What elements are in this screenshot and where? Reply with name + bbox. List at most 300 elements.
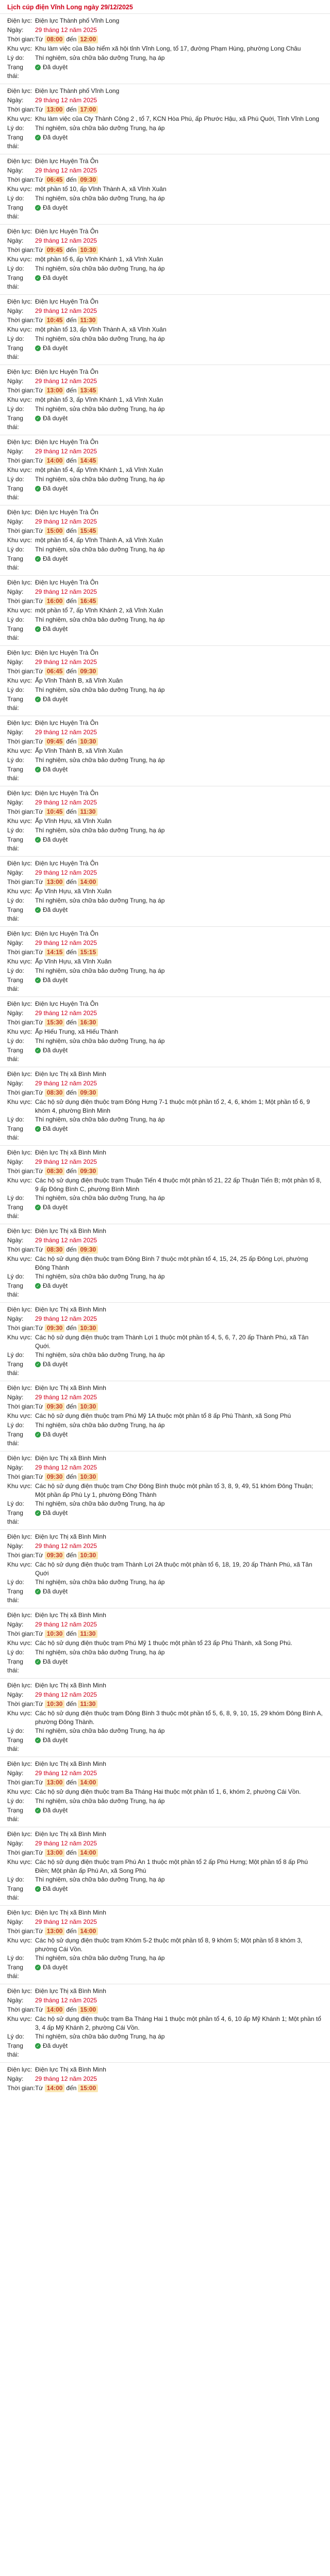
area-row — [7, 1176, 323, 1194]
date-row — [7, 1079, 323, 1088]
status-label: Trạng thái: — [7, 1431, 23, 1447]
to-label: đến — [66, 878, 77, 886]
unit-value: Điện lực Huyện Trà Ôn — [35, 860, 98, 867]
status-row — [7, 835, 323, 853]
status-row — [7, 344, 323, 361]
date-row — [7, 1542, 323, 1551]
area-label: Khu vực: — [7, 747, 32, 754]
reason-label: Lý do: — [7, 1421, 24, 1429]
start-time: 08:30 — [45, 1167, 65, 1175]
start-time: 10:30 — [45, 1700, 65, 1708]
unit-row — [7, 297, 323, 307]
area-row — [7, 1412, 323, 1421]
reason-row — [7, 194, 323, 203]
status-badge: Đã duyệt — [43, 836, 68, 843]
unit-value: Điện lực Thị xã Bình Minh — [35, 1070, 106, 1078]
reason-row — [7, 1727, 323, 1736]
reason-row — [7, 1115, 323, 1125]
unit-label: Điện lực: — [7, 228, 32, 235]
status-row — [7, 1587, 323, 1605]
check-circle-icon: ✓ — [35, 345, 41, 351]
to-label: đến — [66, 808, 77, 815]
area-row — [7, 1709, 323, 1727]
to-label: đến — [66, 246, 77, 254]
reason-row — [7, 264, 323, 274]
status-badge: Đã duyệt — [43, 344, 68, 352]
end-time: 15:00 — [78, 2006, 98, 2014]
from-label: Từ — [35, 1473, 43, 1480]
date-label: Ngày: — [7, 799, 24, 806]
date-label: Ngày: — [7, 237, 24, 244]
time-row — [7, 105, 323, 115]
reason-row — [7, 1648, 323, 1657]
area-row — [7, 536, 323, 545]
date-row — [7, 1463, 323, 1473]
reason-label: Lý do: — [7, 897, 24, 904]
from-label: Từ — [35, 1403, 43, 1410]
date-label: Ngày: — [7, 1464, 24, 1471]
outage-card — [0, 1451, 330, 1529]
time-label: Thời gian: — [7, 1630, 35, 1637]
unit-value: Điện lực Huyện Trà Ôn — [35, 789, 98, 797]
end-time: 13:45 — [78, 387, 98, 394]
date-row — [7, 307, 323, 316]
status-row — [7, 906, 323, 923]
unit-row — [7, 789, 323, 798]
reason-label: Lý do: — [7, 124, 24, 132]
time-label: Thời gian: — [7, 1779, 35, 1786]
unit-value: Điện lực Thị xã Bình Minh — [35, 1611, 106, 1619]
check-circle-icon: ✓ — [35, 977, 41, 983]
date-row — [7, 658, 323, 667]
from-label: Từ — [35, 1849, 43, 1856]
time-label: Thời gian: — [7, 1167, 35, 1175]
area-value: Ấp Vĩnh Thành B, xã Vĩnh Xuân — [35, 747, 123, 754]
reason-row — [7, 2032, 323, 2042]
area-row — [7, 255, 323, 264]
reason-label: Lý do: — [7, 756, 24, 764]
status-badge: Đã duyệt — [43, 1736, 68, 1744]
status-label: Trạng thái: — [7, 1658, 23, 1674]
reason-row — [7, 896, 323, 906]
date-value: 29 tháng 12 năm 2025 — [35, 1315, 97, 1322]
status-badge: Đã duyệt — [43, 976, 68, 984]
unit-label: Điện lực: — [7, 1000, 32, 1007]
reason-value: Thí nghiệm, sửa chữa bảo dưỡng Trung, hạ áp — [35, 195, 165, 202]
date-value: 29 tháng 12 năm 2025 — [35, 1542, 97, 1550]
date-value: 29 tháng 12 năm 2025 — [35, 1009, 97, 1017]
outage-card — [0, 716, 330, 786]
date-label: Ngày: — [7, 167, 24, 174]
reason-value: Thí nghiệm, sửa chữa bảo dưỡng Trung, hạ áp — [35, 54, 165, 61]
status-label: Trạng thái: — [7, 766, 23, 782]
area-label: Khu vực: — [7, 326, 32, 333]
outage-card — [0, 1302, 330, 1381]
date-label: Ngày: — [7, 377, 24, 385]
area-row — [7, 887, 323, 896]
start-time: 13:00 — [45, 106, 65, 114]
time-row — [7, 1473, 323, 1482]
area-value: Các hộ sử dụng điện thuộc trạm Phú An 1 thuộc một phần tổ 2 ấp Phú Hưng; Một phần tổ 8 ấp Phú Điền; Một phần ấp Phú An, xã Song Phú — [35, 1858, 308, 1874]
date-row — [7, 1009, 323, 1018]
area-value: Khu làm việc của Bảo hiểm xã hội tỉnh Vĩnh Long, tổ 17, đường Phạm Hùng, phường Long Châu — [35, 45, 301, 52]
from-label: Từ — [35, 246, 43, 254]
unit-row — [7, 1384, 323, 1393]
check-circle-icon: ✓ — [35, 1432, 41, 1437]
time-label: Thời gian: — [7, 2084, 35, 2092]
area-label: Khu vực: — [7, 888, 32, 895]
outage-card — [0, 365, 330, 435]
status-badge: Đã duyệt — [43, 134, 68, 141]
reason-label: Lý do: — [7, 1876, 24, 1883]
area-value: một phần tổ 10, ấp Vĩnh Thành A, xã Vĩnh Xuân — [35, 185, 167, 193]
check-circle-icon: ✓ — [35, 1886, 41, 1892]
check-circle-icon: ✓ — [35, 1283, 41, 1289]
date-label: Ngày: — [7, 1009, 24, 1017]
area-value: một phần tổ 7, ấp Vĩnh Khánh 2, xã Vĩnh Xuân — [35, 607, 163, 614]
area-label: Khu vực: — [7, 1639, 32, 1647]
unit-value: Điện lực Thành phố Vĩnh Long — [35, 87, 120, 94]
start-time: 13:00 — [45, 387, 65, 394]
status-label: Trạng thái: — [7, 415, 23, 431]
start-time: 14:15 — [45, 949, 65, 956]
reason-row — [7, 475, 323, 484]
status-row — [7, 1360, 323, 1378]
date-value: 29 tháng 12 năm 2025 — [35, 1394, 97, 1401]
status-row — [7, 484, 323, 502]
to-label: đến — [66, 668, 77, 675]
date-label: Ngày: — [7, 1158, 24, 1165]
reason-label: Lý do: — [7, 54, 24, 61]
outage-card — [0, 224, 330, 294]
unit-label: Điện lực: — [7, 1760, 32, 1767]
status-label: Trạng thái: — [7, 1361, 23, 1377]
to-label: đến — [66, 1700, 77, 1708]
status-badge: Đã duyệt — [43, 64, 68, 71]
start-time: 14:00 — [45, 2006, 65, 2014]
outage-card — [0, 926, 330, 997]
reason-value: Thí nghiệm, sửa chữa bảo dưỡng Trung, hạ áp — [35, 1194, 165, 1202]
reason-row — [7, 1578, 323, 1587]
date-value: 29 tháng 12 năm 2025 — [35, 1621, 97, 1628]
date-label: Ngày: — [7, 1542, 24, 1550]
status-label: Trạng thái: — [7, 836, 23, 852]
unit-value: Điện lực Huyện Trà Ôn — [35, 649, 98, 656]
date-value: 29 tháng 12 năm 2025 — [35, 869, 97, 876]
time-row — [7, 878, 323, 887]
unit-row — [7, 508, 323, 517]
time-label: Thời gian: — [7, 597, 35, 605]
reason-label: Lý do: — [7, 195, 24, 202]
unit-row — [7, 1454, 323, 1463]
start-time: 09:30 — [45, 1473, 65, 1481]
unit-label: Điện lực: — [7, 1830, 32, 1838]
unit-row — [7, 649, 323, 658]
date-label: Ngày: — [7, 1918, 24, 1925]
outage-card — [0, 856, 330, 926]
reason-value: Thí nghiệm, sửa chữa bảo dưỡng Trung, hạ áp — [35, 827, 165, 834]
end-time: 14:00 — [78, 1849, 98, 1857]
date-label: Ngày: — [7, 1840, 24, 1847]
start-time: 13:00 — [45, 1849, 65, 1857]
check-circle-icon: ✓ — [35, 135, 41, 140]
unit-value: Điện lực Huyện Trà Ôn — [35, 579, 98, 586]
status-badge: Đã duyệt — [43, 906, 68, 913]
area-row — [7, 1560, 323, 1578]
reason-row — [7, 1875, 323, 1885]
start-time: 13:00 — [45, 878, 65, 886]
to-label: đến — [66, 387, 77, 394]
status-row — [7, 1736, 323, 1753]
date-value: 29 tháng 12 năm 2025 — [35, 799, 97, 806]
reason-row — [7, 335, 323, 344]
to-label: đến — [66, 949, 77, 956]
end-time: 09:30 — [78, 1167, 98, 1175]
time-label: Thời gian: — [7, 246, 35, 254]
area-value: một phần tổ 4, ấp Vĩnh Thành A, xã Vĩnh Xuân — [35, 536, 163, 544]
area-label: Khu vực: — [7, 1710, 32, 1717]
unit-row — [7, 438, 323, 447]
unit-value: Điện lực Huyện Trà Ôn — [35, 368, 98, 375]
check-circle-icon: ✓ — [35, 486, 41, 492]
from-label: Từ — [35, 1089, 43, 1096]
unit-label: Điện lực: — [7, 579, 32, 586]
time-row — [7, 808, 323, 817]
status-badge: Đã duyệt — [43, 1047, 68, 1054]
time-row — [7, 386, 323, 396]
reason-value: Thí nghiệm, sửa chữa bảo dưỡng Trung, hạ áp — [35, 1273, 165, 1280]
date-value: 29 tháng 12 năm 2025 — [35, 729, 97, 736]
reason-label: Lý do: — [7, 827, 24, 834]
from-label: Từ — [35, 1700, 43, 1708]
time-label: Thời gian: — [7, 1552, 35, 1559]
time-label: Thời gian: — [7, 949, 35, 956]
unit-row — [7, 157, 323, 166]
end-time: 16:30 — [78, 1019, 98, 1026]
reason-value: Thí nghiệm, sửa chữa bảo dưỡng Trung, hạ áp — [35, 124, 165, 132]
status-label: Trạng thái: — [7, 204, 23, 220]
from-label: Từ — [35, 808, 43, 815]
area-row — [7, 747, 323, 756]
date-row — [7, 1769, 323, 1778]
area-label: Khu vực: — [7, 1255, 32, 1262]
area-label: Khu vực: — [7, 1177, 32, 1184]
to-label: đến — [66, 1630, 77, 1637]
time-row — [7, 2005, 323, 2015]
date-label: Ngày: — [7, 1315, 24, 1322]
area-label: Khu vực: — [7, 396, 32, 403]
start-time: 10:45 — [45, 808, 65, 816]
unit-label: Điện lực: — [7, 1682, 32, 1689]
area-label: Khu vực: — [7, 1858, 32, 1866]
date-row — [7, 1839, 323, 1848]
date-label: Ngày: — [7, 97, 24, 104]
end-time: 14:00 — [78, 1779, 98, 1787]
reason-value: Thí nghiệm, sửa chữa bảo dưỡng Trung, hạ áp — [35, 1578, 165, 1586]
reason-label: Lý do: — [7, 335, 24, 342]
to-label: đến — [66, 1019, 77, 1026]
unit-value: Điện lực Thị xã Bình Minh — [35, 1227, 106, 1235]
check-circle-icon: ✓ — [35, 2043, 41, 2049]
date-label: Ngày: — [7, 869, 24, 876]
status-row — [7, 203, 323, 221]
reason-row — [7, 1421, 323, 1430]
unit-label: Điện lực: — [7, 789, 32, 797]
unit-row — [7, 929, 323, 939]
area-value: Ấp Vĩnh Hựu, xã Vĩnh Xuân — [35, 958, 112, 965]
status-label: Trạng thái: — [7, 555, 23, 571]
date-value: 29 tháng 12 năm 2025 — [35, 939, 97, 946]
area-label: Khu vực: — [7, 1482, 32, 1490]
end-time: 11:30 — [78, 317, 97, 324]
to-label: đến — [66, 36, 77, 43]
outage-card — [0, 786, 330, 856]
unit-label: Điện lực: — [7, 1533, 32, 1540]
check-circle-icon: ✓ — [35, 1362, 41, 1367]
end-time: 10:30 — [78, 738, 98, 746]
unit-value: Điện lực Thị xã Bình Minh — [35, 2066, 106, 2073]
from-label: Từ — [35, 2006, 43, 2013]
check-circle-icon: ✓ — [35, 626, 41, 632]
time-row — [7, 1402, 323, 1412]
time-label: Thời gian: — [7, 1246, 35, 1253]
start-time: 08:30 — [45, 1246, 65, 1254]
status-label: Trạng thái: — [7, 1807, 23, 1823]
area-row — [7, 185, 323, 194]
from-label: Từ — [35, 2084, 43, 2092]
end-time: 10:30 — [78, 1473, 98, 1481]
area-label: Khu vực: — [7, 536, 32, 544]
status-row — [7, 1203, 323, 1221]
end-time: 15:45 — [78, 527, 98, 535]
time-label: Thời gian: — [7, 387, 35, 394]
end-time: 11:30 — [78, 1700, 97, 1708]
to-label: đến — [66, 1779, 77, 1786]
end-time: 10:30 — [78, 1403, 98, 1411]
area-label: Khu vực: — [7, 115, 32, 122]
status-row — [7, 976, 323, 993]
reason-value: Thí nghiệm, sửa chữa bảo dưỡng Trung, hạ áp — [35, 1037, 165, 1045]
start-time: 10:30 — [45, 1630, 65, 1638]
status-badge: Đã duyệt — [43, 625, 68, 633]
reason-value: Thí nghiệm, sửa chữa bảo dưỡng Trung, hạ áp — [35, 1116, 165, 1123]
time-label: Thời gian: — [7, 738, 35, 745]
area-label: Khu vực: — [7, 185, 32, 193]
check-circle-icon: ✓ — [35, 1126, 41, 1132]
unit-row — [7, 1908, 323, 1918]
outage-card — [0, 1678, 330, 1757]
date-row — [7, 1690, 323, 1700]
date-value: 29 tháng 12 năm 2025 — [35, 1840, 97, 1847]
unit-row — [7, 1227, 323, 1236]
check-circle-icon: ✓ — [35, 275, 41, 281]
unit-value: Điện lực Huyện Trà Ôn — [35, 719, 98, 726]
time-row — [7, 2084, 323, 2093]
start-time: 09:45 — [45, 246, 65, 254]
area-row — [7, 957, 323, 967]
area-row — [7, 1255, 323, 1272]
date-value: 29 tháng 12 năm 2025 — [35, 1237, 97, 1244]
from-label: Từ — [35, 457, 43, 464]
date-label: Ngày: — [7, 2075, 24, 2082]
date-value: 29 tháng 12 năm 2025 — [35, 237, 97, 244]
to-label: đến — [66, 106, 77, 113]
end-time: 12:00 — [78, 36, 98, 43]
unit-value: Điện lực Huyện Trà Ôn — [35, 1000, 98, 1007]
time-row — [7, 176, 323, 185]
outage-card — [0, 645, 330, 716]
time-label: Thời gian: — [7, 1473, 35, 1480]
from-label: Từ — [35, 1927, 43, 1935]
status-label: Trạng thái: — [7, 1509, 23, 1525]
area-value: Các hộ sử dụng điện thuộc trạm Đông Bình 7 thuộc một phần tổ 4, 15, 24, 25 ấp Đông Lợi, phường Đông Thành — [35, 1255, 308, 1271]
status-label: Trạng thái: — [7, 1125, 23, 1141]
reason-value: Thí nghiệm, sửa chữa bảo dưỡng Trung, hạ áp — [35, 686, 165, 693]
unit-label: Điện lực: — [7, 1611, 32, 1619]
area-row — [7, 325, 323, 335]
date-row — [7, 2075, 323, 2084]
unit-row — [7, 1987, 323, 1996]
status-row — [7, 555, 323, 572]
area-label: Khu vực: — [7, 817, 32, 825]
date-row — [7, 1918, 323, 1927]
unit-label: Điện lực: — [7, 719, 32, 726]
check-circle-icon: ✓ — [35, 1205, 41, 1210]
status-row — [7, 2042, 323, 2059]
unit-row — [7, 227, 323, 236]
date-value: 29 tháng 12 năm 2025 — [35, 588, 97, 595]
date-row — [7, 939, 323, 948]
status-row — [7, 63, 323, 81]
date-row — [7, 166, 323, 176]
check-circle-icon: ✓ — [35, 907, 41, 913]
reason-row — [7, 1194, 323, 1203]
unit-label: Điện lực: — [7, 509, 32, 516]
time-row — [7, 35, 323, 44]
date-value: 29 tháng 12 năm 2025 — [35, 1080, 97, 1087]
area-row — [7, 1788, 323, 1797]
status-label: Trạng thái: — [7, 2042, 23, 2058]
status-badge: Đã duyệt — [43, 1204, 68, 1211]
time-label: Thời gian: — [7, 1403, 35, 1410]
unit-value: Điện lực Thành phố Vĩnh Long — [35, 17, 120, 24]
status-row — [7, 1885, 323, 1902]
page-title: Lịch cúp điện Vĩnh Long ngày 29/12/2025 — [7, 4, 133, 11]
status-row — [7, 1509, 323, 1526]
unit-label: Điện lực: — [7, 438, 32, 446]
start-time: 09:45 — [45, 738, 65, 746]
time-row — [7, 1630, 323, 1639]
status-label: Trạng thái: — [7, 906, 23, 922]
end-time: 09:30 — [78, 1089, 98, 1097]
unit-value: Điện lực Thị xã Bình Minh — [35, 1909, 106, 1916]
area-value: Ấp Vĩnh Hựu, xã Vĩnh Xuân — [35, 888, 112, 895]
end-time: 10:30 — [78, 246, 98, 254]
area-label: Khu vực: — [7, 45, 32, 52]
from-label: Từ — [35, 1552, 43, 1559]
end-time: 15:00 — [78, 2084, 98, 2092]
time-label: Thời gian: — [7, 317, 35, 324]
time-label: Thời gian: — [7, 36, 35, 43]
area-value: một phần tổ 13, ấp Vĩnh Thành A, xã Vĩnh Xuân — [35, 326, 167, 333]
unit-label: Điện lực: — [7, 1384, 32, 1392]
date-row — [7, 1236, 323, 1245]
unit-label: Điện lực: — [7, 930, 32, 937]
to-label: đến — [66, 1324, 77, 1332]
date-row — [7, 236, 323, 246]
outage-card — [0, 13, 330, 84]
to-label: đến — [66, 1246, 77, 1253]
